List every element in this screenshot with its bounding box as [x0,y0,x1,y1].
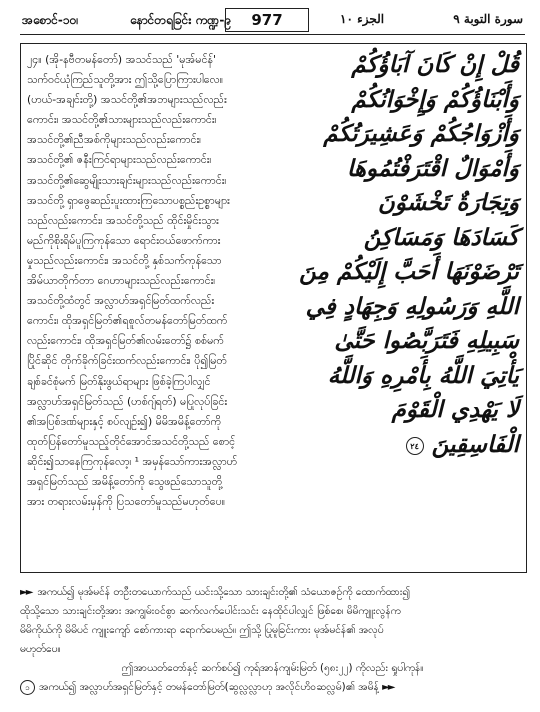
arabic-verse-line [334,324,519,359]
arabic-verse-text: وَأَمْوَالٌ اقْتَرَفْتُمُوهَا [346,154,519,182]
arabic-verse-text: يَأْتِيَ اللَّهُ بِأَمْرِهِ وَاللَّهُ [327,361,519,389]
translation-line: အိမ်ယာတိုက်တာ ဂေဟာများသည်လည်းကောင်း၊ [27,274,216,288]
arabic-verse-text: اللَّهِ وَرَسُولِهِ وَجِهَادٍ فِي [305,292,519,320]
translation-line: ကောင်း၊ ထိုအရှင်မြတ်၏ရစူလ်တမန်တော်မြတ်ထက် [27,314,228,328]
ayah-number-marker: ٢٤ [406,437,424,455]
translation-line: သက်ဝင်ယုံကြည်သူတို့အား ဤသို့ပြောကြားပါလေ။ [27,73,224,87]
translation-line: အရှင်မြတ်သည် အမိန့်တော်ကို သွေဖည်သောသူတို့ [27,474,223,488]
arabic-verse-text: تَرْضَوْنَهَا أَحَبَّ إِلَيْكُمْ مِنَ [299,258,519,285]
footnote-line [20,640,525,659]
footnote-2-text: အကယ်၍ အလ္လာဟ်အရှင်မြတ်နှင့် တမန်တော်မြတ်(ဆွလ္လလ္လာဟု အလိုင်ဟိဝဆလ္လမ်)၏ အမိန့် [39,681,379,693]
translation-line: ပြိုင်ဆိုင် တိုက်ခိုက်ခြင်းထက်လည်းကောင်း၊ ပို၍မြတ် [27,354,227,368]
arabic-verse-line [339,83,519,118]
surah-title-burmese: နောင်တရခြင်း ကဏ္ဍ-၉ [130,13,232,27]
surah-name-arabic: سورة التوبة ٩ [453,12,523,26]
translation-line: (ဟယ်-အချင်းတို့) အသင်တို့၏အဘများသည်လည်း [27,93,227,107]
translation-line: အသင်တို့၏ဆွေမျိုးသားချင်းများသည်လည်းကောင်း၊ [27,173,227,187]
arabic-verse-text: كَسَادَهَا وَمَسَاكِنُ [363,223,519,251]
juz-label: الجزء ١٠ [340,12,385,26]
arabic-verse-text: وَأَزْوَاجُكُمْ وَعَشِيرَتُكُمْ [323,120,519,147]
quran-page [20,8,525,706]
continue-arrow-icon: ►► [382,682,394,693]
translation-line: အသင်တို့ထံတွင် အလ္လာဟ်အရှင်မြတ်ထက်လည်း [27,294,215,308]
translation-line: အသင်တို့၏ ဇနီးကြင်ရာများသည်လည်းကောင်း၊ [27,153,212,167]
arabic-verse-line [299,255,519,290]
arabic-verse-line [339,48,519,83]
footnotes [20,583,525,697]
translation-line: ၂၄။ (အို-နဗီတမန်တော်) အသင်သည် 'မုအ်မင်န်' [27,53,216,66]
arabic-verse-line [339,221,519,256]
page-header [20,8,525,35]
footnote-line [20,621,525,640]
arabic-verse-text: الْفَاسِقِينَ [431,430,519,458]
arabic-verse-text: قُلْ إِنْ كَانَ آبَاؤُكُمْ [351,51,519,78]
verse-frame [20,43,527,573]
arabic-verse-text: لَا يَهْدِي الْقَوْمَ [391,396,519,423]
translation-line: ၏အပြစ်ဒဏ်များနှင့် စပ်လျဉ်း၍) မိမိအမိန့်တော်ကို [27,414,222,428]
footnote-arrow-icon: ►► [20,587,32,598]
translation-line: အသင်တို့၏ညီအစ်ကိုများသည်လည်းကောင်း၊ [27,133,201,147]
arabic-verse-line [305,290,519,325]
translation-line: ကောင်း၊ အသင်တို့၏သားများသည်လည်းကောင်း၊ [27,113,217,127]
translation-line: အသင်တို့ ရှာဖွေဆည်းပူးထားကြသောပစ္စည်းဥစ္စာများ [27,193,230,207]
translation-line: လည်းကောင်း၊ ထိုအရှင်မြတ်၏လမ်းတော်၌ စစ်မက် [27,334,224,348]
arabic-verse-text: سَبِيلِهِ فَتَرَبَّصُوا حَتَّىٰ [334,327,519,354]
translation-line: အလ္လာဟ်အရှင်မြတ်သည် (ဟစ်ဂျ်ရတ်) မပြုလုပ်ခြင်း [27,394,228,408]
footnote-text: မဟုတ်ပေ။ [20,643,61,655]
arabic-verse-line [323,117,519,152]
arabic-verse-line [339,428,519,463]
arabic-verse-text: وَتِجَارَةٌ تَخْشَوْنَ [377,189,519,216]
footnote-text: မိမိကိုယ်ကို မိမိပင် ကျူးကျော် စော်ကားရာ ရောက်ပေမည်။ ဤသို့ ပြုမူခြင်းကား မုအ်မင်န်၏ အလုပ် [20,624,384,636]
footnote-number-badge: ၁ [20,680,35,695]
translation-line: ချစ်ခင်စုံမက် မြတ်နိုးဖွယ်ရာများ ဖြစ်ခဲ့ကြပါလျှင် [27,374,211,388]
translation-line: အား တရားလမ်းမှန်ကို ပြသတော်မူသည်မဟုတ်ပေ။ [27,495,226,509]
reference-line: ဤအာယတ်တော်နှင့် ဆက်စပ်၍ ကုရ်အာန်ကျမ်းမြတ် (၅၈း၂၂) ကိုလည်း ရှုပါကုန်။ [121,662,424,674]
footnote-line [20,583,525,602]
arabic-verse-line [339,186,519,221]
footnote-1 [20,583,525,659]
arabic-verse-text: وَأَبْنَاؤُكُمْ وَإِخْوَانُكُمْ [351,85,519,113]
footnote-text: အကယ်၍ မုအ်မင်န် တဦးတယောက်သည် ယင်းသို့သော သားချင်းတို့၏ သံယောဇဉ်ကို ထောက်ထား၍ [37,586,411,598]
arabic-column [299,48,519,462]
translation-column [27,50,327,512]
arabic-verse-line [339,152,519,187]
arabic-verse-line [339,393,519,428]
section-label: အစောင်-၁၀၊ [22,13,79,27]
translation-line: မည်ကိုစိုးရိမ်ပူကြကုန်သော ရောင်းဝယ်ဖောက်ကား [27,233,221,247]
footnote-text: ထိုသို့သော သားချင်းတို့အား အကျွမ်းဝင်စွာ ဆက်လက်ပေါင်းသင်း နေထိုင်ပါလျှင် ဖြစ်စေ၊ မိမိကျူးလွန်က [20,605,401,617]
translation-line: သည်လည်းကောင်း၊ အသင်တို့သည် ထိုင်းမှိုင်းသွား [27,213,219,227]
translation-line: ထုတ်ပြန်တော်မူသည့်တိုင်အောင်အသင်တို့သည် စောင့် [27,434,236,448]
arabic-verse-line [327,359,519,394]
footnote-line [20,602,525,621]
translation-line: ဆိုင်း၍သာနေကြကုန်လော့၊ ¹ အမှန်သော်ကားအလ္လာဟ် [27,454,238,468]
translation-line: မှုသည်လည်းကောင်း၊ အသင်တို့ နှစ်သက်ကုန်သော [27,253,222,267]
page-number: 977 [225,8,309,32]
footnote-2 [20,678,525,697]
